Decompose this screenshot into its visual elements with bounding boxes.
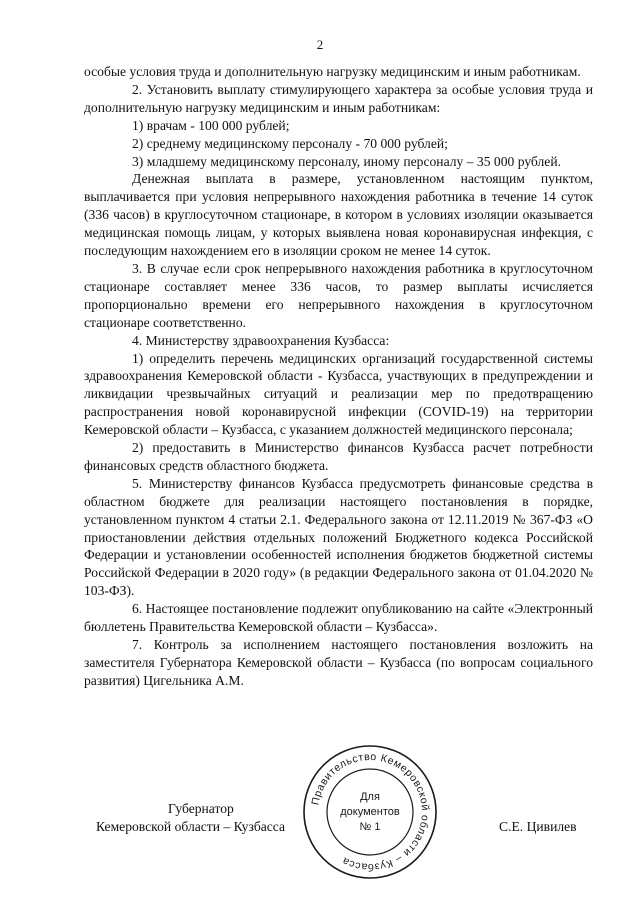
signature-title-line2: Кемеровской области – Кузбасса — [96, 819, 286, 834]
paragraph: 6. Настоящее постановление подлежит опубликованию на сайте «Электронный бюллетень Правительства Кемеровской области – Кузбасса». — [84, 601, 593, 635]
page-number: 2 — [316, 37, 324, 52]
paragraph: 4. Министерству здравоохранения Кузбасса: — [132, 332, 390, 348]
signature-name: С.Е. Цивилев — [499, 819, 577, 834]
paragraph: 2) предоставить в Министерство финансов Кузбасса расчет потребности финансовых средств областного бюджета. — [84, 440, 593, 473]
paragraph: 3. В случае если срок непрерывного нахождения работника в круглосуточном стационаре составляет менее 336 часов, то размер выплаты исчисляется пропорционально времени его непрерывного нахождения в круглосуточном стационаре соответственно. — [84, 260, 593, 330]
signature-title-line1: Губернатор — [168, 801, 234, 816]
paragraph: 5. Министерству финансов Кузбасса предусмотреть финансовые средства в областном бюджете для реализации настоящего постановления в порядке, установленном пунктом 4 статьи 2.1. Федерального закона от 12.11.2019 № 367-ФЗ «О приостановлении действия отдельных положений Бюджетного кодекса Российской Федерации и установлении особенностей исполнения бюджетов бюджетной системы Российской Федерации в 2020 году» (в редакции Федерального закона от 01.04.2020 № 103-ФЗ). — [84, 475, 593, 599]
paragraph: 1) врачам - 100 000 рублей; — [132, 117, 290, 133]
paragraph: 7. Контроль за исполнением настоящего постановления возложить на заместителя Губернатора Кемеровской области – Кузбасса (по вопросам социального развития) Цигельника А.М. — [84, 637, 593, 688]
paragraph: Денежная выплата в размере, установленном настоящим пунктом, выплачивается при условия непрерывного нахождения работника в течение 14 суток (336 часов) в круглосуточном стационаре, в котором в условиях изоляции оказывается медицинская помощь лицам, у которых выявлена новая коронавирусная инфекция, с последующим нахождением его в изоляции сроком не менее 14 суток. — [84, 171, 593, 259]
seal-center-line3: № 1 — [359, 821, 381, 833]
paragraph: 2) среднему медицинскому персоналу - 70 000 рублей; — [132, 135, 448, 151]
seal-center-line2: документов — [340, 806, 400, 818]
paragraph: 1) определить перечень медицинских организаций государственной системы здравоохранения Кемеровской области - Кузбасса, участвующих в предупреждении и ликвидации чрезвычайных ситуаций и реализации мер по предотвращению распространения новой коронавирусной инфекции (COVID-19) на территории Кемеровской области – Кузбасса, с указанием должностей медицинского персонала; — [84, 350, 593, 438]
paragraph: 2. Установить выплату стимулирующего характера за особые условия труда и дополнительную нагрузку медицинским и иным работникам: — [84, 81, 593, 115]
paragraph: 3) младшему медицинскому персоналу, иному персоналу – 35 000 рублей. — [132, 153, 561, 169]
seal-ring-text: Правительство Кемеровской области – Кузбасса — [309, 750, 432, 874]
seal-center-line1: Для — [360, 791, 380, 803]
paragraph: особые условия труда и дополнительную нагрузку медицинским и иным работникам. — [84, 64, 581, 79]
official-seal — [300, 742, 440, 882]
document-body — [84, 63, 593, 690]
